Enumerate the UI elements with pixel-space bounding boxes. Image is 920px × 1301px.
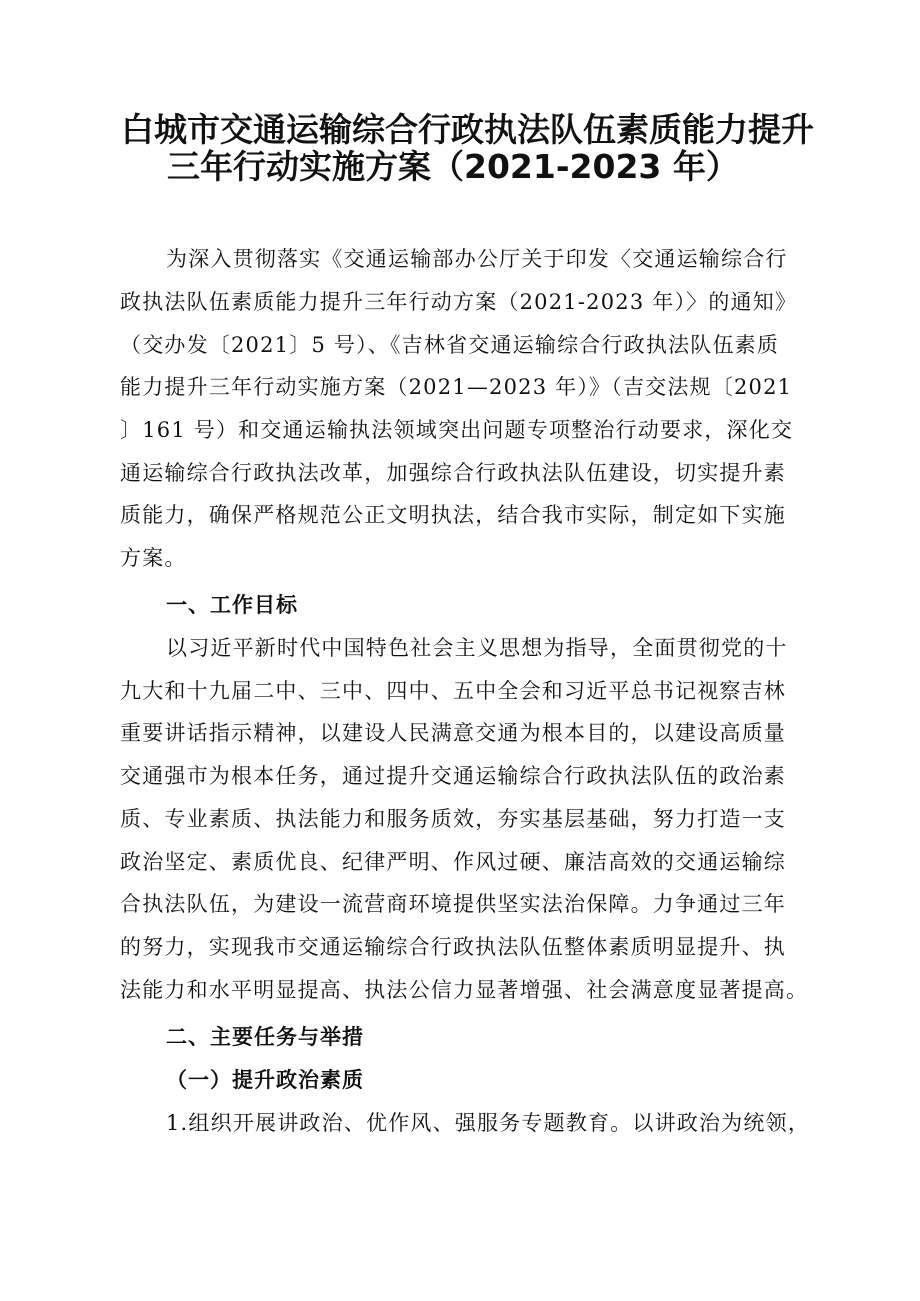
document-title-line-1: 白城市交通运输综合行政执法队伍素质能力提升 [121, 110, 814, 149]
body-line: 1.组织开展讲政治、优作风、强服务专题教育。以讲政治为统领， [166, 1111, 811, 1135]
intro-line: 〕161 号）和交通运输执法领域突出问题专项整治行动要求，深化交 [120, 418, 794, 442]
document-title-line-2: 三年行动实施方案（2021-2023 年） [167, 147, 739, 186]
body-line: 合执法队伍，为建设一流营商环境提供坚实法治保障。力争通过三年 [120, 892, 786, 916]
body-line: 质、专业素质、执法能力和服务质效，夯实基层基础，努力打造一支 [120, 807, 786, 831]
intro-line: （交办发〔2021〕5 号）、《吉林省交通运输综合行政执法队伍素质 [120, 333, 780, 357]
section-heading: 二、主要任务与举措 [166, 1025, 364, 1049]
body-line: 法能力和水平明显提高、执法公信力显著增强、社会满意度显著提高。 [120, 978, 809, 1002]
body-line: 以习近平新时代中国特色社会主义思想为指导，全面贯彻党的十 [166, 636, 788, 660]
body-line: 交通强市为根本任务，通过提升交通运输综合行政执法队伍的政治素 [120, 764, 786, 788]
intro-line: 质能力，确保严格规范公正文明执法，结合我市实际，制定如下实施 [120, 503, 786, 527]
section-heading: 一、工作目标 [166, 593, 298, 617]
intro-line: 能力提升三年行动实施方案（2021—2023 年）》（吉交法规〔2021 [120, 375, 793, 399]
body-line: 的努力，实现我市交通运输综合行政执法队伍整体素质明显提升、执 [120, 935, 786, 959]
intro-line: 通运输综合行政执法改革，加强综合行政执法队伍建设，切实提升素 [120, 461, 786, 485]
intro-line: 为深入贯彻落实《交通运输部办公厅关于印发〈交通运输综合行 [166, 247, 788, 271]
intro-line: 方案。 [120, 546, 187, 570]
subsection-heading: （一）提升政治素质 [166, 1068, 364, 1092]
intro-line: 政执法队伍素质能力提升三年行动方案（2021-2023 年）〉的通知》 [120, 290, 798, 314]
body-line: 政治坚定、素质优良、纪律严明、作风过硬、廉洁高效的交通运输综 [120, 850, 786, 874]
body-line: 九大和十九届二中、三中、四中、五中全会和习近平总书记视察吉林 [120, 679, 786, 703]
body-line: 重要讲话指示精神，以建设人民满意交通为根本目的，以建设高质量 [120, 721, 786, 745]
